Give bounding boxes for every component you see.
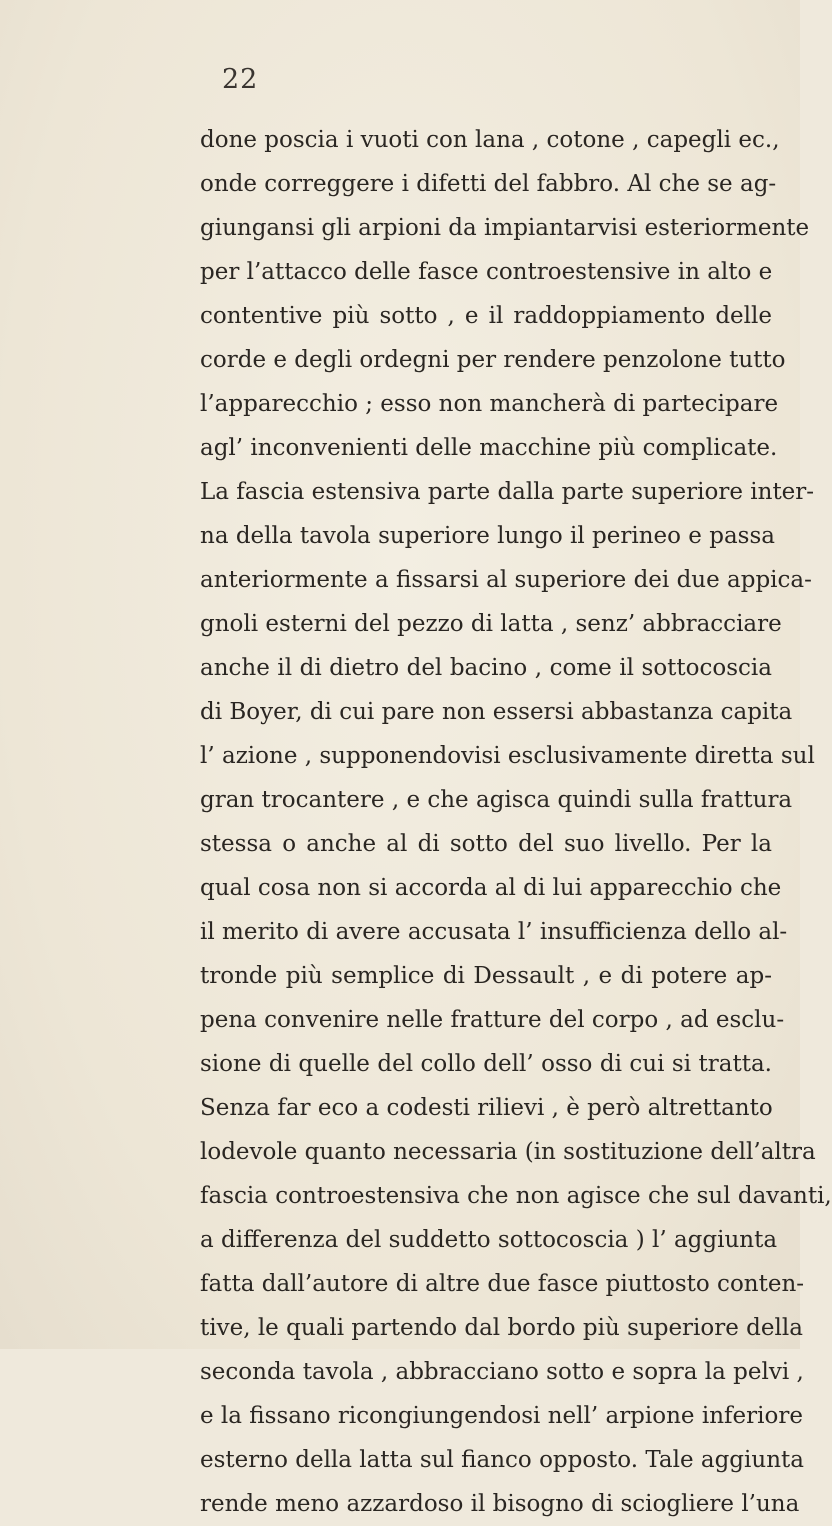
text-line: na della tavola superiore lungo il perineo e passa [200,523,775,549]
text-line: a differenza del suddetto sottocoscia ) l’ aggiunta [200,1227,778,1253]
text-line: tronde più semplice di Dessault , e di potere ap- [200,963,772,989]
text-line: contentive più sotto , e il raddoppiamento delle [200,303,772,329]
text-line: fascia controestensiva che non agisce che sul davanti, [200,1183,832,1209]
text-line: esterno della latta sul fianco opposto. Tale aggiunta [200,1447,804,1473]
text-line: corde e degli ordegni per rendere penzolone tutto [200,347,786,373]
text-line: stessa o anche al di sotto del suo livello. Per la [200,831,772,857]
text-line: anteriormente a fissarsi al superiore dei due appica- [200,567,812,593]
text-line: Senza far eco a codesti rilievi , è però altrettanto [200,1095,773,1121]
text-line: gran trocantere , e che agisca quindi sulla frattura [200,787,793,813]
text-line: seconda tavola , abbracciano sotto e sopra la pelvi , [200,1359,804,1385]
text-line: l’apparecchio ; esso non mancherà di partecipare [200,391,779,417]
text-line: e la fissano ricongiungendosi nell’ arpione inferiore [200,1403,803,1429]
text-line: sione di quelle del collo dell’ osso di cui si tratta. [200,1051,772,1077]
text-line: pena convenire nelle fratture del corpo , ad esclu- [200,1007,785,1033]
text-line: di Boyer, di cui pare non essersi abbastanza capita [200,699,793,725]
text-line: gnoli esterni del pezzo di latta , senz’ abbracciare [200,611,782,637]
text-line: onde correggere i difetti del fabbro. Al che se ag- [200,171,777,197]
text-line: l’ azione , supponendovisi esclusivamente diretta sul [200,743,815,769]
text-line: anche il di dietro del bacino , come il sottocoscia [200,655,772,681]
text-line: giungansi gli arpioni da impiantarvisi esteriormente [200,215,810,241]
text-line: qual cosa non si accorda al di lui apparecchio che [200,875,782,901]
text-line: done poscia i vuoti con lana , cotone , capegli ec., [200,127,780,153]
text-line: per l’attacco delle fasce controestensive in alto e [200,259,773,285]
body-text [200,118,832,1526]
text-line: lodevole quanto necessaria (in sostituzione dell’altra [200,1139,816,1165]
page-number: 22 [222,64,259,95]
text-line: rende meno azzardoso il bisogno di sciogliere l’una [200,1491,800,1517]
text-line: fatta dall’autore di altre due fasce piuttosto conten- [200,1271,805,1297]
text-line: tive, le quali partendo dal bordo più superiore della [200,1315,803,1341]
text-line: il merito di avere accusata l’ insufficienza dello al- [200,919,788,945]
text-line: La fascia estensiva parte dalla parte superiore inter- [200,479,815,505]
text-line: agl’ inconvenienti delle macchine più complicate. [200,435,778,461]
